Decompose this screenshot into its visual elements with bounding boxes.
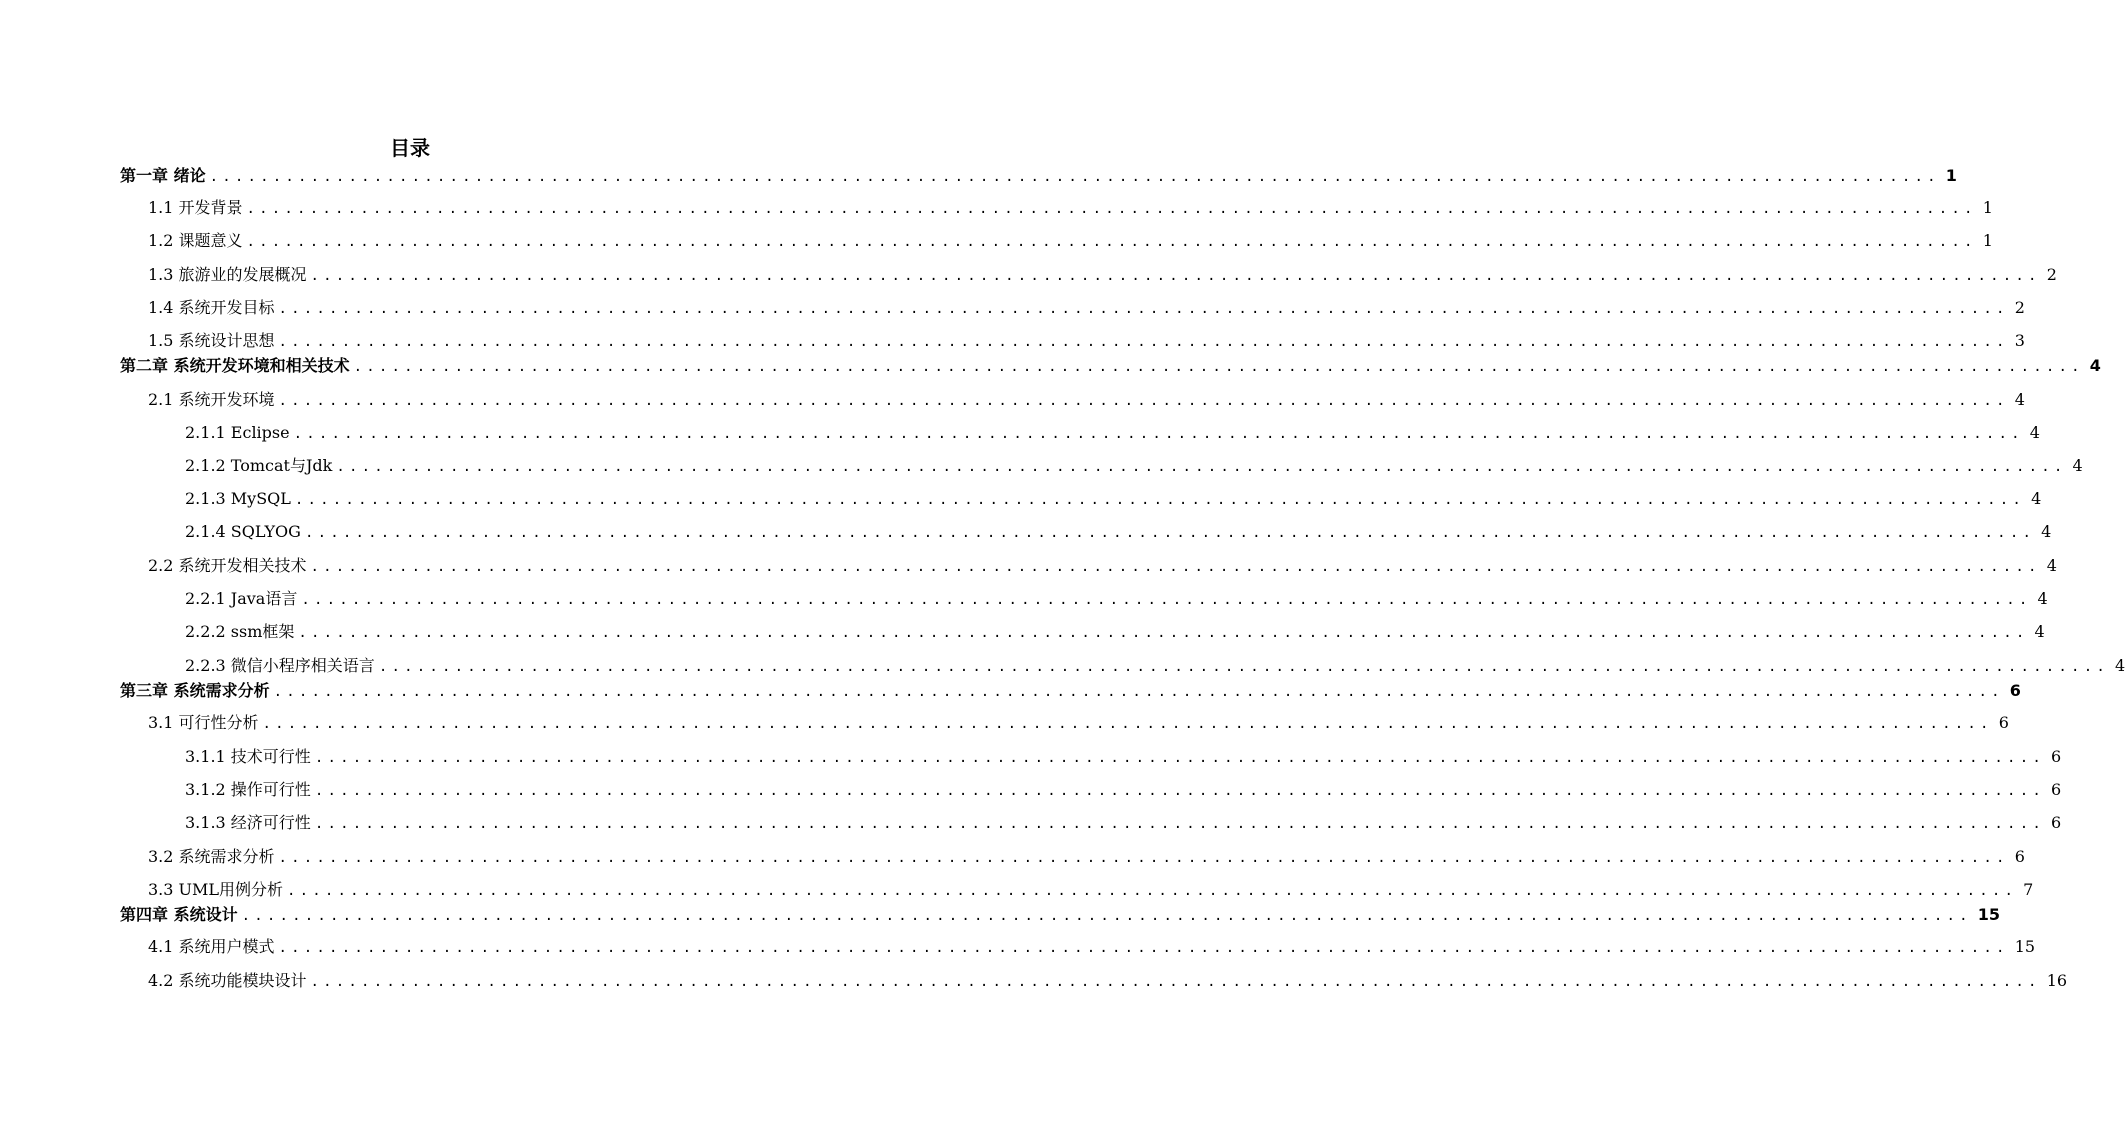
entry-text: 第二章 系统开发环境和相关技术 (120, 356, 350, 375)
dot-leader: ......................................................................................................................................... (301, 592, 2032, 608)
entry-page-number: 4 (2041, 522, 2052, 541)
entry-text: 2.2.1 Java语言 (185, 589, 298, 608)
entry-text: 第四章 系统设计 (120, 905, 238, 924)
entry-page-number: 6 (2009, 681, 2021, 700)
entry-text: 第一章 绪论 (120, 166, 206, 185)
toc-entry-section-2-2[interactable] (148, 555, 2057, 577)
entry-text: 3.1.1 技术可行性 (185, 747, 311, 766)
dot-leader: ......................................................................................................................................... (241, 908, 1972, 924)
entry-text: 第三章 系统需求分析 (120, 681, 270, 700)
toc-entry-section-2-1-2[interactable] (185, 455, 2083, 477)
entry-page-number: 2 (2046, 265, 2057, 284)
toc-entry-section-3-1-3[interactable] (185, 812, 2062, 834)
entry-page-number: 4 (2072, 456, 2083, 475)
toc-title: 目录 (390, 136, 430, 160)
dot-leader: ......................................................................................................................................... (278, 393, 2009, 409)
dot-leader: ......................................................................................................................................... (273, 684, 2004, 700)
entry-page-number: 15 (2014, 937, 2036, 956)
entry-text: 3.1 可行性分析 (148, 713, 259, 732)
entry-page-number: 4 (2114, 656, 2125, 675)
toc-entry-section-3-3[interactable] (148, 879, 2034, 901)
entry-text: 2.2.2 ssm框架 (185, 622, 295, 641)
entry-text: 3.3 UML用例分析 (148, 880, 284, 899)
entry-page-number: 6 (2050, 813, 2062, 832)
dot-leader: ......................................................................................................................................... (293, 426, 2024, 442)
dot-leader: ......................................................................................................................................... (304, 525, 2036, 541)
entry-page-number: 4 (2031, 489, 2042, 508)
entry-page-number: 16 (2046, 971, 2068, 990)
toc-entry-section-3-1-1[interactable] (185, 746, 2062, 768)
toc-entry-section-2-2-2[interactable] (185, 621, 2045, 643)
entry-page-number: 6 (2050, 780, 2062, 799)
toc-entry-chapter-4[interactable] (120, 904, 2000, 926)
entry-text: 2.1.3 MySQL (185, 489, 291, 508)
entry-text: 1.5 系统设计思想 (148, 331, 275, 350)
dot-leader: ......................................................................................................................................... (278, 850, 2009, 866)
entry-text: 2.1.2 Tomcat与Jdk (185, 456, 333, 475)
toc-entry-section-2-2-1[interactable] (185, 588, 2048, 610)
toc-entry-section-2-1-1[interactable] (185, 422, 2040, 444)
entry-page-number: 4 (2014, 390, 2025, 409)
toc-entry-chapter-3[interactable] (120, 680, 2021, 702)
dot-leader: ......................................................................................................................................... (314, 783, 2045, 799)
dot-leader: ......................................................................................................................................... (310, 559, 2041, 575)
entry-text: 1.1 开发背景 (148, 198, 243, 217)
toc-entry-section-3-2[interactable] (148, 846, 2025, 868)
entry-text: 2.2.3 微信小程序相关语言 (185, 656, 375, 675)
toc-entry-section-3-1[interactable] (148, 712, 2009, 734)
toc-entry-chapter-2[interactable] (120, 355, 2101, 377)
entry-page-number: 1 (1982, 231, 1993, 250)
entry-page-number: 2 (2014, 298, 2025, 317)
entry-text: 4.1 系统用户模式 (148, 937, 275, 956)
entry-text: 2.1.1 Eclipse (185, 423, 290, 442)
dot-leader: ......................................................................................................................................... (353, 359, 2084, 375)
entry-page-number: 7 (2023, 880, 2034, 899)
entry-text: 1.3 旅游业的发展概况 (148, 265, 307, 284)
entry-text: 3.1.3 经济可行性 (185, 813, 311, 832)
dot-leader: ......................................................................................................................................... (278, 940, 2009, 956)
dot-leader: ......................................................................................................................................... (314, 816, 2045, 832)
entry-text: 3.1.2 操作可行性 (185, 780, 311, 799)
entry-text: 2.1.4 SQLYOG (185, 522, 301, 541)
toc-entry-section-4-2[interactable] (148, 970, 2068, 992)
entry-text: 1.4 系统开发目标 (148, 298, 275, 317)
dot-leader: ......................................................................................................................................... (287, 883, 2018, 899)
toc-entry-section-2-1-3[interactable] (185, 488, 2042, 510)
entry-text: 2.2 系统开发相关技术 (148, 556, 307, 575)
toc-entry-section-4-1[interactable] (148, 936, 2036, 958)
dot-leader: ......................................................................................................................................... (314, 750, 2045, 766)
entry-page-number: 15 (1977, 905, 2000, 924)
entry-page-number: 1 (1982, 198, 1993, 217)
entry-page-number: 6 (2050, 747, 2062, 766)
dot-leader: ......................................................................................................................................... (209, 169, 1940, 185)
dot-leader: ......................................................................................................................................... (310, 974, 2041, 990)
entry-page-number: 3 (2014, 331, 2025, 350)
entry-page-number: 4 (2037, 589, 2048, 608)
entry-page-number: 4 (2034, 622, 2045, 641)
entry-page-number: 4 (2089, 356, 2101, 375)
dot-leader: ......................................................................................................................................... (246, 201, 1977, 217)
toc-entry-section-1-1[interactable] (148, 197, 1993, 219)
dot-leader: ......................................................................................................................................... (246, 234, 1977, 250)
toc-entry-section-1-2[interactable] (148, 230, 1993, 252)
dot-leader: ......................................................................................................................................... (310, 268, 2041, 284)
dot-leader: ......................................................................................................................................... (298, 625, 2029, 641)
toc-entry-section-2-2-3[interactable] (185, 655, 2125, 677)
toc-entry-section-2-1[interactable] (148, 389, 2025, 411)
entry-page-number: 6 (2014, 847, 2025, 866)
dot-leader: ......................................................................................................................................... (378, 659, 2109, 675)
toc-entry-section-3-1-2[interactable] (185, 779, 2062, 801)
dot-leader: ......................................................................................................................................... (278, 301, 2009, 317)
entry-page-number: 1 (1945, 166, 1957, 185)
entry-text: 1.2 课题意义 (148, 231, 243, 250)
toc-entry-section-1-4[interactable] (148, 297, 2025, 319)
entry-page-number: 4 (2046, 556, 2057, 575)
toc-entry-section-1-3[interactable] (148, 264, 2057, 286)
entry-text: 4.2 系统功能模块设计 (148, 971, 307, 990)
dot-leader: ......................................................................................................................................... (262, 716, 1993, 732)
entry-page-number: 4 (2029, 423, 2040, 442)
toc-entry-section-1-5[interactable] (148, 330, 2025, 352)
dot-leader: ......................................................................................................................................... (294, 492, 2026, 508)
entry-page-number: 6 (1998, 713, 2009, 732)
toc-entry-section-2-1-4[interactable] (185, 521, 2052, 543)
dot-leader: ......................................................................................................................................... (278, 334, 2009, 350)
entry-text: 2.1 系统开发环境 (148, 390, 275, 409)
entry-text: 3.2 系统需求分析 (148, 847, 275, 866)
toc-entry-chapter-1[interactable] (120, 165, 1957, 187)
dot-leader: ......................................................................................................................................... (336, 459, 2067, 475)
